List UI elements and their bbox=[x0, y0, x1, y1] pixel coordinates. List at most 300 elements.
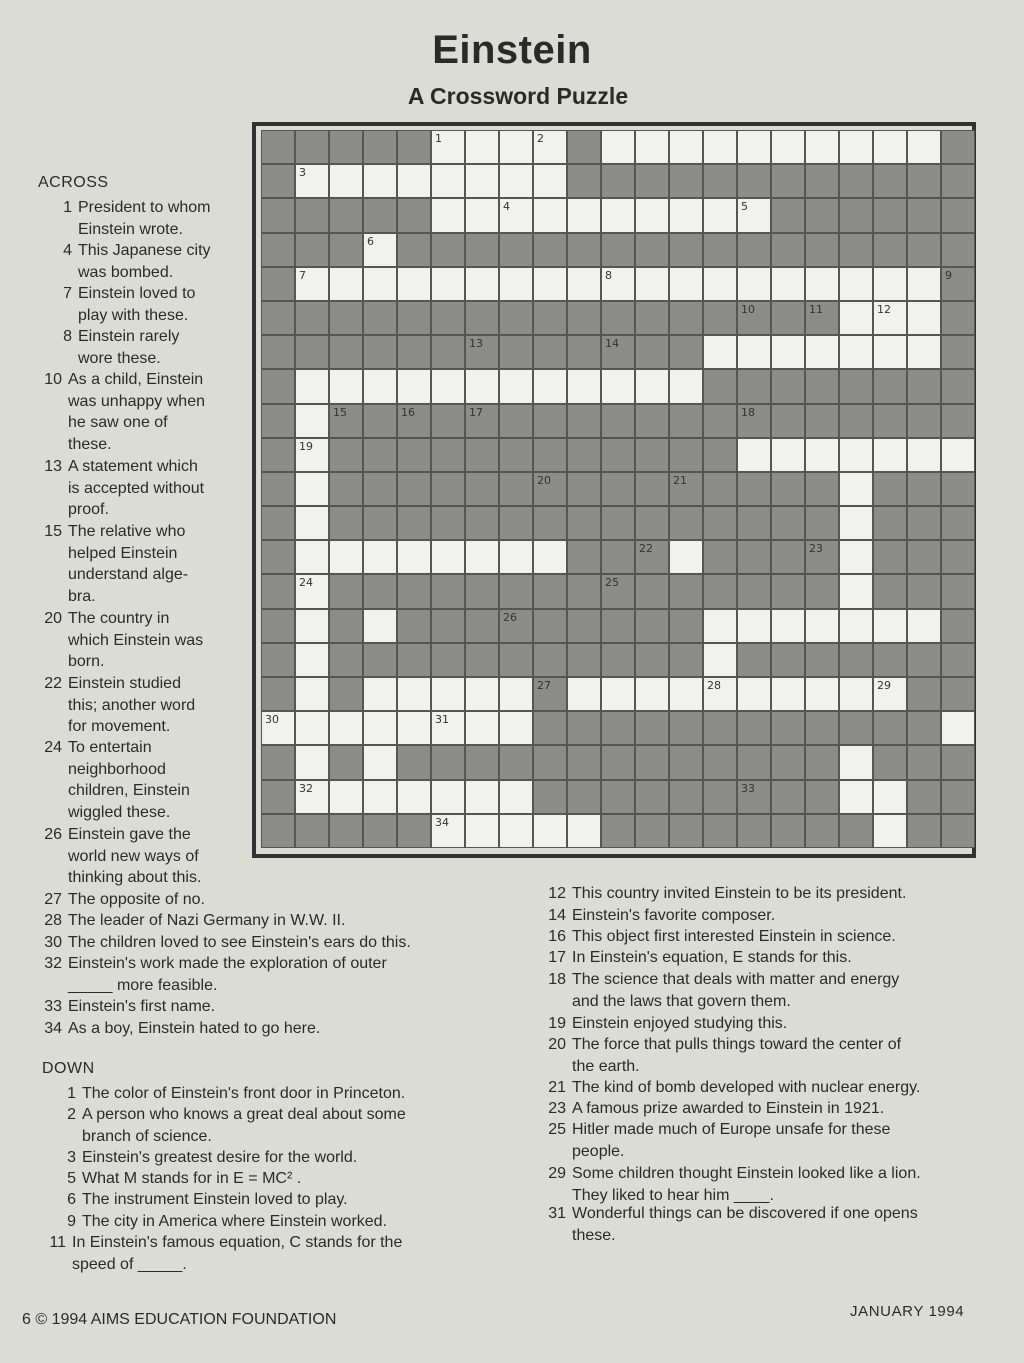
grid-cell-answer[interactable] bbox=[601, 198, 635, 232]
grid-cell-answer[interactable] bbox=[703, 130, 737, 164]
grid-cell-answer[interactable] bbox=[703, 677, 737, 711]
down-clue-number: 12 bbox=[548, 885, 566, 902]
grid-cell-answer[interactable] bbox=[635, 267, 669, 301]
clue-number-label: 3 bbox=[299, 166, 306, 180]
grid-cell-answer[interactable] bbox=[839, 472, 873, 506]
grid-cell-shaded bbox=[669, 506, 703, 540]
grid-cell-shaded bbox=[635, 609, 669, 643]
grid-cell-shaded bbox=[805, 233, 839, 267]
grid-cell-answer[interactable] bbox=[873, 814, 907, 848]
down-clue-text: A person who knows a great deal about some branch of science. bbox=[82, 1106, 406, 1145]
grid-cell-shaded bbox=[805, 643, 839, 677]
grid-cell-answer[interactable] bbox=[601, 369, 635, 403]
grid-cell-shaded bbox=[431, 609, 465, 643]
grid-cell-shaded bbox=[533, 574, 567, 608]
grid-cell-answer[interactable] bbox=[839, 780, 873, 814]
grid-cell-shaded bbox=[771, 198, 805, 232]
grid-cell-answer[interactable] bbox=[397, 267, 431, 301]
grid-cell-answer[interactable] bbox=[839, 506, 873, 540]
grid-cell-shaded bbox=[873, 404, 907, 438]
grid-cell-shaded bbox=[329, 677, 363, 711]
grid-cell-answer[interactable] bbox=[465, 369, 499, 403]
grid-cell-answer[interactable] bbox=[499, 711, 533, 745]
grid-cell-answer[interactable] bbox=[329, 164, 363, 198]
grid-cell-answer[interactable] bbox=[431, 780, 465, 814]
grid-cell-shaded bbox=[941, 472, 975, 506]
grid-cell-answer[interactable] bbox=[329, 711, 363, 745]
grid-cell-shaded bbox=[669, 164, 703, 198]
grid-cell-answer[interactable] bbox=[669, 130, 703, 164]
grid-cell-shaded bbox=[669, 301, 703, 335]
grid-cell-answer[interactable] bbox=[431, 677, 465, 711]
grid-cell-answer[interactable] bbox=[771, 677, 805, 711]
grid-cell-answer[interactable] bbox=[533, 369, 567, 403]
grid-cell-shaded bbox=[941, 677, 975, 711]
grid-cell-answer[interactable] bbox=[397, 369, 431, 403]
clue-number-label: 23 bbox=[809, 542, 823, 556]
grid-cell-shaded bbox=[431, 643, 465, 677]
grid-cell-answer[interactable] bbox=[873, 267, 907, 301]
grid-cell-answer[interactable] bbox=[499, 130, 533, 164]
grid-cell-shaded bbox=[907, 472, 941, 506]
grid-cell-answer[interactable] bbox=[839, 574, 873, 608]
grid-cell-answer[interactable] bbox=[363, 711, 397, 745]
grid-cell-shaded bbox=[941, 301, 975, 335]
grid-cell-answer[interactable] bbox=[737, 609, 771, 643]
grid-cell-answer[interactable] bbox=[669, 369, 703, 403]
grid-cell-answer[interactable] bbox=[533, 267, 567, 301]
grid-cell-answer[interactable] bbox=[669, 677, 703, 711]
grid-cell-shaded bbox=[329, 609, 363, 643]
grid-cell-answer[interactable] bbox=[907, 335, 941, 369]
grid-cell-shaded bbox=[703, 574, 737, 608]
grid-cell-answer[interactable] bbox=[771, 609, 805, 643]
grid-cell-shaded bbox=[465, 745, 499, 779]
grid-cell-answer[interactable] bbox=[635, 130, 669, 164]
grid-cell-answer[interactable] bbox=[465, 164, 499, 198]
grid-cell-shaded bbox=[703, 745, 737, 779]
grid-cell-shaded bbox=[771, 233, 805, 267]
grid-cell-answer[interactable] bbox=[499, 267, 533, 301]
grid-cell-answer[interactable] bbox=[431, 130, 465, 164]
grid-cell-answer[interactable] bbox=[465, 198, 499, 232]
grid-cell-answer[interactable] bbox=[431, 814, 465, 848]
clue-number-label: 32 bbox=[299, 781, 313, 795]
grid-cell-shaded bbox=[805, 574, 839, 608]
grid-cell-shaded bbox=[669, 745, 703, 779]
grid-cell-answer[interactable] bbox=[907, 609, 941, 643]
grid-cell-shaded bbox=[329, 301, 363, 335]
grid-cell-answer[interactable] bbox=[873, 438, 907, 472]
grid-cell-answer[interactable] bbox=[533, 814, 567, 848]
grid-cell-answer[interactable] bbox=[295, 711, 329, 745]
grid-cell-answer[interactable] bbox=[839, 267, 873, 301]
grid-cell-answer[interactable] bbox=[771, 130, 805, 164]
grid-cell-answer[interactable] bbox=[873, 780, 907, 814]
grid-cell-shaded bbox=[737, 745, 771, 779]
grid-cell-answer[interactable] bbox=[839, 609, 873, 643]
grid-cell-answer[interactable] bbox=[329, 780, 363, 814]
grid-cell-shaded bbox=[567, 164, 601, 198]
grid-cell-answer[interactable] bbox=[635, 198, 669, 232]
grid-cell-answer[interactable] bbox=[499, 677, 533, 711]
grid-cell-shaded bbox=[771, 472, 805, 506]
grid-cell-answer[interactable] bbox=[295, 267, 329, 301]
grid-cell-shaded bbox=[873, 745, 907, 779]
grid-cell-shaded bbox=[805, 472, 839, 506]
grid-cell-answer[interactable] bbox=[397, 780, 431, 814]
grid-cell-answer[interactable] bbox=[465, 814, 499, 848]
grid-cell-answer[interactable] bbox=[839, 438, 873, 472]
grid-cell-answer[interactable] bbox=[295, 609, 329, 643]
grid-cell-shaded bbox=[737, 780, 771, 814]
grid-cell-answer[interactable] bbox=[533, 164, 567, 198]
grid-cell-answer[interactable] bbox=[703, 267, 737, 301]
grid-cell-answer[interactable] bbox=[431, 164, 465, 198]
grid-cell-shaded bbox=[397, 198, 431, 232]
down-clue-number: 3 bbox=[67, 1149, 76, 1166]
grid-cell-shaded bbox=[601, 404, 635, 438]
grid-cell-answer[interactable] bbox=[737, 198, 771, 232]
across-clue-text: President to whom Einstein wrote. bbox=[78, 199, 211, 238]
grid-cell-answer[interactable] bbox=[533, 198, 567, 232]
grid-cell-answer[interactable] bbox=[669, 267, 703, 301]
grid-cell-answer[interactable] bbox=[669, 198, 703, 232]
grid-cell-answer[interactable] bbox=[839, 130, 873, 164]
across-clue-text: As a child, Einstein was unhappy when he saw one of these. bbox=[68, 371, 205, 453]
grid-cell-answer[interactable] bbox=[465, 130, 499, 164]
grid-cell-answer[interactable] bbox=[465, 540, 499, 574]
grid-cell-shaded bbox=[499, 404, 533, 438]
grid-cell-answer[interactable] bbox=[397, 164, 431, 198]
grid-cell-answer[interactable] bbox=[873, 609, 907, 643]
grid-cell-shaded bbox=[567, 540, 601, 574]
grid-cell-shaded bbox=[397, 814, 431, 848]
grid-cell-shaded bbox=[465, 233, 499, 267]
grid-cell-answer[interactable] bbox=[295, 745, 329, 779]
grid-cell-answer[interactable] bbox=[295, 780, 329, 814]
grid-cell-shaded bbox=[295, 198, 329, 232]
grid-cell-shaded bbox=[805, 198, 839, 232]
grid-cell-answer[interactable] bbox=[839, 540, 873, 574]
grid-cell-shaded bbox=[635, 438, 669, 472]
grid-cell-shaded bbox=[635, 814, 669, 848]
grid-cell-shaded bbox=[499, 506, 533, 540]
grid-cell-shaded bbox=[907, 814, 941, 848]
down-clue-number: 1 bbox=[67, 1085, 76, 1102]
clue-number-label: 12 bbox=[877, 302, 891, 316]
clue-number-label: 16 bbox=[401, 405, 415, 419]
grid-cell-answer[interactable] bbox=[839, 677, 873, 711]
clue-number-label: 5 bbox=[741, 200, 748, 214]
grid-cell-shaded bbox=[329, 643, 363, 677]
grid-cell-answer[interactable] bbox=[499, 780, 533, 814]
grid-cell-answer[interactable] bbox=[397, 677, 431, 711]
grid-cell-answer[interactable] bbox=[295, 404, 329, 438]
grid-cell-answer[interactable] bbox=[737, 267, 771, 301]
down-clue-text: Wonderful things can be discovered if one opens these. bbox=[572, 1205, 918, 1244]
clue-number-label: 27 bbox=[537, 679, 551, 692]
grid-cell-shaded bbox=[805, 814, 839, 848]
grid-cell-answer[interactable] bbox=[771, 267, 805, 301]
grid-cell-answer[interactable] bbox=[941, 438, 975, 472]
grid-cell-shaded bbox=[533, 438, 567, 472]
grid-cell-shaded bbox=[567, 472, 601, 506]
grid-cell-answer[interactable] bbox=[431, 267, 465, 301]
grid-cell-answer[interactable] bbox=[703, 198, 737, 232]
grid-cell-answer[interactable] bbox=[295, 677, 329, 711]
grid-cell-answer[interactable] bbox=[465, 780, 499, 814]
grid-cell-answer[interactable] bbox=[431, 198, 465, 232]
clue-number-label: 33 bbox=[741, 781, 755, 795]
down-clue-text: The color of Einstein's front door in Princeton. bbox=[82, 1085, 406, 1102]
grid-cell-answer[interactable] bbox=[363, 164, 397, 198]
grid-cell-answer[interactable] bbox=[295, 472, 329, 506]
grid-cell-answer[interactable] bbox=[499, 164, 533, 198]
grid-cell-shaded bbox=[839, 711, 873, 745]
grid-cell-shaded bbox=[635, 745, 669, 779]
grid-cell-shaded bbox=[635, 404, 669, 438]
grid-cell-shaded bbox=[329, 335, 363, 369]
grid-cell-answer[interactable] bbox=[295, 438, 329, 472]
grid-cell-answer[interactable] bbox=[499, 814, 533, 848]
grid-cell-answer[interactable] bbox=[465, 711, 499, 745]
down-heading: DOWN bbox=[42, 1060, 95, 1077]
grid-cell-shaded bbox=[907, 404, 941, 438]
grid-cell-answer[interactable] bbox=[533, 540, 567, 574]
grid-cell-shaded bbox=[907, 164, 941, 198]
across-clue-text: Einstein loved to play with these. bbox=[78, 285, 196, 324]
grid-cell-answer[interactable] bbox=[805, 438, 839, 472]
grid-cell-answer[interactable] bbox=[295, 164, 329, 198]
grid-cell-answer[interactable] bbox=[907, 130, 941, 164]
grid-cell-answer[interactable] bbox=[771, 335, 805, 369]
grid-cell-answer[interactable] bbox=[295, 574, 329, 608]
grid-cell-answer[interactable] bbox=[329, 369, 363, 403]
grid-cell-shaded bbox=[329, 574, 363, 608]
grid-cell-answer[interactable] bbox=[363, 609, 397, 643]
down-clue-number: 31 bbox=[548, 1205, 566, 1222]
grid-cell-shaded bbox=[703, 472, 737, 506]
grid-cell-answer[interactable] bbox=[771, 438, 805, 472]
grid-cell-shaded bbox=[669, 335, 703, 369]
down-clue-number: 21 bbox=[548, 1079, 566, 1096]
grid-cell-answer[interactable] bbox=[907, 267, 941, 301]
grid-cell-answer[interactable] bbox=[601, 130, 635, 164]
grid-cell-shaded bbox=[873, 164, 907, 198]
across-clue-number: 32 bbox=[44, 955, 62, 972]
grid-cell-shaded bbox=[907, 506, 941, 540]
grid-cell-answer[interactable] bbox=[737, 438, 771, 472]
clue-number-label: 28 bbox=[707, 679, 721, 692]
grid-cell-shaded bbox=[873, 233, 907, 267]
grid-cell-shaded bbox=[601, 233, 635, 267]
grid-cell-shaded bbox=[839, 369, 873, 403]
grid-cell-answer[interactable] bbox=[805, 609, 839, 643]
grid-cell-shaded bbox=[669, 438, 703, 472]
grid-cell-shaded bbox=[363, 198, 397, 232]
grid-cell-answer[interactable] bbox=[295, 506, 329, 540]
grid-cell-answer[interactable] bbox=[703, 609, 737, 643]
grid-cell-answer[interactable] bbox=[703, 335, 737, 369]
grid-cell-answer[interactable] bbox=[567, 267, 601, 301]
grid-cell-shaded bbox=[669, 814, 703, 848]
down-clue-text: What M stands for in E = MC² . bbox=[82, 1170, 302, 1187]
grid-cell-answer[interactable] bbox=[601, 677, 635, 711]
grid-cell-shaded bbox=[397, 745, 431, 779]
grid-cell-shaded bbox=[771, 643, 805, 677]
grid-cell-answer[interactable] bbox=[873, 301, 907, 335]
across-clue-number: 4 bbox=[63, 242, 72, 259]
grid-cell-shaded bbox=[941, 267, 975, 301]
grid-cell-answer[interactable] bbox=[363, 540, 397, 574]
grid-cell-answer[interactable] bbox=[703, 643, 737, 677]
grid-cell-shaded bbox=[533, 233, 567, 267]
grid-cell-answer[interactable] bbox=[737, 335, 771, 369]
grid-cell-shaded bbox=[499, 745, 533, 779]
grid-cell-shaded bbox=[703, 233, 737, 267]
grid-cell-answer[interactable] bbox=[465, 677, 499, 711]
grid-cell-shaded bbox=[431, 335, 465, 369]
grid-cell-answer[interactable] bbox=[397, 711, 431, 745]
grid-cell-answer[interactable] bbox=[363, 780, 397, 814]
across-clue-number: 24 bbox=[44, 739, 62, 756]
grid-cell-shaded bbox=[397, 643, 431, 677]
across-clue-text: Einstein gave the world new ways of thinking about this. bbox=[68, 826, 202, 886]
grid-cell-shaded bbox=[499, 574, 533, 608]
grid-cell-answer[interactable] bbox=[533, 130, 567, 164]
clue-number-label: 4 bbox=[503, 200, 510, 214]
grid-cell-shaded bbox=[635, 506, 669, 540]
grid-cell-shaded bbox=[941, 233, 975, 267]
clue-number-label: 6 bbox=[367, 234, 374, 248]
grid-cell-answer[interactable] bbox=[295, 540, 329, 574]
grid-cell-shaded bbox=[567, 780, 601, 814]
grid-cell-shaded bbox=[839, 404, 873, 438]
grid-cell-answer[interactable] bbox=[805, 335, 839, 369]
grid-cell-answer[interactable] bbox=[567, 677, 601, 711]
grid-cell-answer[interactable] bbox=[805, 130, 839, 164]
grid-cell-answer[interactable] bbox=[567, 198, 601, 232]
grid-cell-answer[interactable] bbox=[873, 130, 907, 164]
across-clue-number: 27 bbox=[44, 891, 62, 908]
grid-cell-answer[interactable] bbox=[295, 643, 329, 677]
grid-cell-shaded bbox=[601, 643, 635, 677]
clue-number-label: 1 bbox=[435, 132, 442, 145]
grid-cell-answer[interactable] bbox=[737, 130, 771, 164]
clue-number-label: 14 bbox=[605, 337, 619, 351]
grid-cell-shaded bbox=[533, 404, 567, 438]
grid-cell-answer[interactable] bbox=[363, 745, 397, 779]
grid-cell-shaded bbox=[499, 438, 533, 472]
grid-cell-shaded bbox=[907, 643, 941, 677]
grid-cell-answer[interactable] bbox=[567, 369, 601, 403]
grid-cell-shaded bbox=[329, 472, 363, 506]
grid-cell-shaded bbox=[431, 472, 465, 506]
grid-cell-answer[interactable] bbox=[635, 677, 669, 711]
grid-cell-shaded bbox=[737, 233, 771, 267]
grid-cell-shaded bbox=[533, 301, 567, 335]
grid-cell-answer[interactable] bbox=[499, 369, 533, 403]
grid-cell-answer[interactable] bbox=[431, 711, 465, 745]
across-clue-number: 13 bbox=[44, 458, 62, 475]
across-clue-number: 26 bbox=[44, 826, 62, 843]
grid-cell-answer[interactable] bbox=[363, 267, 397, 301]
grid-cell-shaded bbox=[635, 472, 669, 506]
grid-cell-answer[interactable] bbox=[635, 369, 669, 403]
grid-cell-answer[interactable] bbox=[329, 540, 363, 574]
grid-cell-answer[interactable] bbox=[499, 198, 533, 232]
grid-cell-shaded bbox=[533, 780, 567, 814]
grid-cell-answer[interactable] bbox=[839, 301, 873, 335]
grid-cell-answer[interactable] bbox=[431, 540, 465, 574]
grid-cell-answer[interactable] bbox=[941, 711, 975, 745]
footer-date: JANUARY 1994 bbox=[850, 1303, 965, 1320]
grid-cell-shaded bbox=[771, 540, 805, 574]
grid-cell-answer[interactable] bbox=[805, 267, 839, 301]
down-clue-text: A famous prize awarded to Einstein in 1921. bbox=[572, 1100, 885, 1117]
crossword-grid bbox=[261, 130, 975, 848]
grid-cell-answer[interactable] bbox=[805, 677, 839, 711]
grid-cell-answer[interactable] bbox=[669, 540, 703, 574]
grid-cell-answer[interactable] bbox=[873, 677, 907, 711]
grid-cell-answer[interactable] bbox=[363, 233, 397, 267]
grid-cell-shaded bbox=[873, 711, 907, 745]
grid-cell-shaded bbox=[703, 540, 737, 574]
grid-cell-answer[interactable] bbox=[431, 369, 465, 403]
grid-cell-shaded bbox=[703, 404, 737, 438]
grid-cell-answer[interactable] bbox=[839, 745, 873, 779]
grid-cell-shaded bbox=[533, 335, 567, 369]
grid-cell-answer[interactable] bbox=[873, 335, 907, 369]
grid-cell-answer[interactable] bbox=[499, 540, 533, 574]
across-clue-text: Einstein studied this; another word for movement. bbox=[68, 675, 196, 735]
grid-cell-answer[interactable] bbox=[397, 540, 431, 574]
grid-cell-answer[interactable] bbox=[567, 814, 601, 848]
grid-cell-shaded bbox=[431, 506, 465, 540]
grid-cell-answer[interactable] bbox=[363, 369, 397, 403]
grid-cell-shaded bbox=[805, 164, 839, 198]
grid-cell-shaded bbox=[839, 643, 873, 677]
grid-cell-shaded bbox=[295, 301, 329, 335]
grid-cell-answer[interactable] bbox=[839, 335, 873, 369]
grid-cell-answer[interactable] bbox=[363, 677, 397, 711]
clue-number-label: 17 bbox=[469, 405, 483, 419]
grid-cell-shaded bbox=[363, 130, 397, 164]
grid-cell-answer[interactable] bbox=[465, 267, 499, 301]
grid-cell-shaded bbox=[465, 438, 499, 472]
grid-cell-answer[interactable] bbox=[737, 677, 771, 711]
grid-cell-answer[interactable] bbox=[601, 267, 635, 301]
down-clue-text: Einstein's favorite composer. bbox=[572, 907, 776, 924]
grid-cell-answer[interactable] bbox=[907, 301, 941, 335]
grid-cell-shaded bbox=[567, 130, 601, 164]
clue-number-label: 22 bbox=[639, 542, 653, 556]
grid-cell-answer[interactable] bbox=[295, 369, 329, 403]
down-clue-number: 19 bbox=[548, 1015, 566, 1032]
clue-number-label: 11 bbox=[809, 302, 823, 316]
grid-cell-shaded bbox=[941, 369, 975, 403]
clue-number-label: 2 bbox=[537, 132, 544, 145]
grid-cell-shaded bbox=[805, 711, 839, 745]
crossword-grid-frame bbox=[252, 122, 976, 858]
grid-cell-shaded bbox=[737, 506, 771, 540]
across-clue-text: The relative who helped Einstein understand alge- bra. bbox=[68, 523, 189, 605]
grid-cell-answer[interactable] bbox=[907, 438, 941, 472]
grid-cell-shaded bbox=[601, 745, 635, 779]
grid-cell-shaded bbox=[465, 301, 499, 335]
grid-cell-answer[interactable] bbox=[329, 267, 363, 301]
